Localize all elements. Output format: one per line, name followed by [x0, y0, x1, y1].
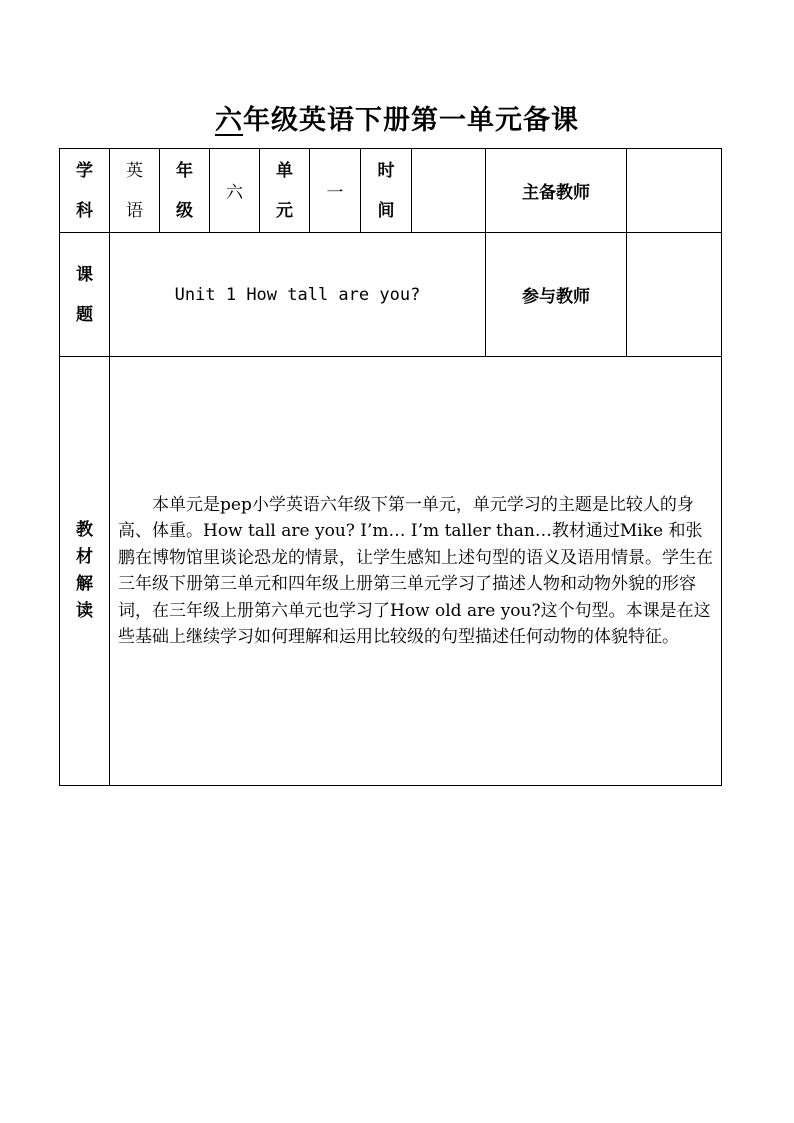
page-title — [0, 98, 794, 137]
unit-value-cell: 一 — [310, 149, 361, 233]
participant-value-cell[interactable] — [627, 233, 722, 357]
analysis-label-char-4: 读 — [76, 601, 93, 621]
table-row-topic — [60, 233, 722, 357]
grade-label-char-2: 级 — [176, 200, 193, 221]
time-label-char-2: 间 — [377, 200, 395, 221]
topic-label-cell — [60, 233, 110, 357]
subject-value-char-2: 语 — [126, 200, 143, 221]
unit-label-char-1: 单 — [276, 160, 293, 181]
time-value-cell[interactable] — [412, 149, 486, 233]
analysis-label-cell — [60, 357, 110, 786]
time-label-cell — [361, 149, 412, 233]
subject-label-char-1: 学 — [76, 160, 93, 181]
subject-label-char-2: 科 — [76, 200, 93, 221]
table-row-info — [60, 149, 722, 233]
table-row-analysis — [60, 357, 722, 786]
unit-label-char-2: 元 — [276, 200, 293, 221]
grade-label-cell — [160, 149, 210, 233]
analysis-label-char-3: 解 — [76, 574, 93, 594]
topic-value-cell: Unit 1 How tall are you? — [110, 233, 486, 357]
subject-label-cell — [60, 149, 110, 233]
main-teacher-label: 主备教师 — [486, 149, 627, 233]
topic-label-char-2: 题 — [76, 304, 93, 325]
subject-value-cell — [110, 149, 160, 233]
unit-label-cell — [260, 149, 310, 233]
title-first-char: 六 — [215, 105, 243, 136]
subject-value-char-1: 英 — [126, 160, 143, 181]
time-label-char-1: 时 — [377, 160, 395, 181]
analysis-text: 本单元是pep小学英语六年级下第一单元，单元学习的主题是比较人的身高、体重。How tall are you? I’m… I’m taller than…教材通过Mike 和张鹏在博物馆里谈论恐龙的情景，让学生感知上述句型的语义及语用情景。学生在三年级下册第三单元和四年级上册第三单元学习了描述人物和动物外貌的形容词，在三年级上册第六单元也学习了How old are you?这个句型。本课是在这些基础上继续学习如何理解和运用比较级的句型描述任何动物的体貌特征。 — [110, 357, 722, 786]
analysis-label-char-2: 材 — [76, 547, 93, 567]
title-rest: 年级英语下册第一单元备课 — [243, 105, 579, 136]
main-teacher-value-cell[interactable] — [627, 149, 722, 233]
analysis-label-char-1: 教 — [76, 520, 93, 540]
grade-value-cell: 六 — [210, 149, 260, 233]
participant-label: 参与教师 — [486, 233, 627, 357]
topic-label-char-1: 课 — [76, 264, 93, 285]
grade-label-char-1: 年 — [176, 160, 193, 181]
lesson-plan-table — [59, 148, 722, 786]
